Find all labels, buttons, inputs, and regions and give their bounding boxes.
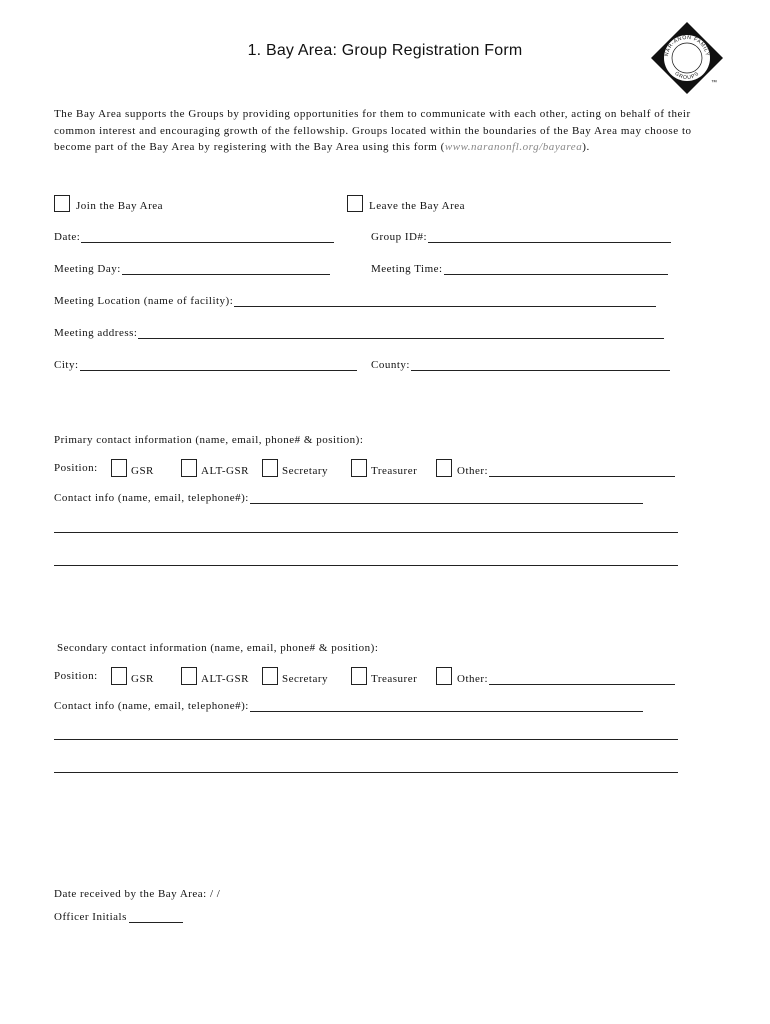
meeting-time-input-line[interactable] — [444, 262, 668, 275]
group-id-input-line[interactable] — [428, 230, 671, 243]
group-id-field[interactable] — [371, 230, 671, 243]
county-label: County: — [371, 359, 410, 371]
join-option[interactable] — [54, 195, 163, 212]
intro-end: ). — [582, 141, 590, 153]
secondary-contact-info-field[interactable] — [54, 699, 643, 712]
meeting-time-field[interactable] — [371, 262, 668, 275]
logo-trademark: ™ — [711, 80, 717, 86]
county-input-line[interactable] — [411, 358, 670, 371]
primary-gsr-checkbox[interactable] — [111, 459, 127, 477]
date-label: Date: — [54, 231, 81, 243]
primary-contact-info-field[interactable] — [54, 491, 643, 504]
date-input-line[interactable] — [81, 230, 334, 243]
secondary-other-checkbox[interactable] — [436, 667, 452, 685]
primary-contact-extra-line-1[interactable] — [54, 532, 678, 533]
city-label: City: — [54, 359, 79, 371]
secondary-contact-info-input-line[interactable] — [250, 699, 643, 712]
meeting-time-label: Meeting Time: — [371, 263, 443, 275]
intro-url: www.naranonfl.org/bayarea — [444, 141, 583, 153]
secondary-contact-extra-line-1[interactable] — [54, 739, 678, 740]
secondary-position-label: Position: — [54, 670, 98, 682]
secondary-secretary-checkbox[interactable] — [262, 667, 278, 685]
primary-alt-gsr-checkbox[interactable] — [181, 459, 197, 477]
primary-alt-gsr-option[interactable] — [181, 459, 249, 477]
logo-text-top: NAR-ANON FAMILY — [664, 34, 710, 57]
leave-option[interactable] — [347, 195, 465, 212]
leave-label: Leave the Bay Area — [369, 200, 466, 212]
county-field[interactable] — [371, 358, 670, 371]
primary-alt-gsr-label: ALT-GSR — [201, 465, 249, 477]
intro-text: The Bay Area supports the Groups by providing opportunities for them to communicate with each other, acting on behalf of their common interest and encouraging growth of the fellowship. Groups located within the boundaries of the Bay Area may choose to become part of the Bay Area by registering with the Bay Area using this form ( — [54, 108, 692, 153]
secondary-other-label: Other: — [457, 673, 489, 685]
meeting-day-input-line[interactable] — [122, 262, 330, 275]
primary-other-input-line[interactable] — [489, 464, 675, 477]
primary-gsr-label: GSR — [131, 465, 154, 477]
officer-initials-field[interactable] — [54, 910, 183, 923]
secondary-alt-gsr-label: ALT-GSR — [201, 673, 249, 685]
secondary-gsr-label: GSR — [131, 673, 154, 685]
secondary-alt-gsr-checkbox[interactable] — [181, 667, 197, 685]
officer-initials-label: Officer Initials — [54, 911, 127, 923]
secondary-secretary-label: Secretary — [282, 673, 329, 685]
secondary-gsr-option[interactable] — [111, 667, 154, 685]
secondary-contact-extra-line-2[interactable] — [54, 772, 678, 773]
primary-gsr-option[interactable] — [111, 459, 154, 477]
primary-contact-extra-line-2[interactable] — [54, 565, 678, 566]
meeting-location-field[interactable] — [54, 294, 656, 307]
secondary-other-option[interactable] — [436, 667, 675, 685]
secondary-treasurer-checkbox[interactable] — [351, 667, 367, 685]
secondary-treasurer-option[interactable] — [351, 667, 417, 685]
meeting-address-label: Meeting address: — [54, 327, 138, 339]
leave-checkbox[interactable] — [347, 195, 363, 212]
group-id-label: Group ID#: — [371, 231, 428, 243]
city-input-line[interactable] — [80, 358, 357, 371]
secondary-alt-gsr-option[interactable] — [181, 667, 249, 685]
secondary-secretary-option[interactable] — [262, 667, 328, 685]
form-title: 1. Bay Area: Group Registration Form — [247, 42, 523, 59]
meeting-address-field[interactable] — [54, 326, 664, 339]
primary-contact-info-input-line[interactable] — [250, 491, 643, 504]
primary-contact-heading: Primary contact information (name, email, phone# & position): — [54, 434, 364, 446]
join-label: Join the Bay Area — [76, 200, 164, 212]
primary-other-label: Other: — [457, 465, 489, 477]
logo-text-bottom: GROUPS — [673, 70, 701, 82]
secondary-treasurer-label: Treasurer — [371, 673, 418, 685]
primary-treasurer-checkbox[interactable] — [351, 459, 367, 477]
primary-other-checkbox[interactable] — [436, 459, 452, 477]
primary-secretary-checkbox[interactable] — [262, 459, 278, 477]
meeting-day-label: Meeting Day: — [54, 263, 121, 275]
meeting-address-input-line[interactable] — [138, 326, 664, 339]
secondary-gsr-checkbox[interactable] — [111, 667, 127, 685]
city-field[interactable] — [54, 358, 357, 371]
intro-paragraph — [54, 106, 714, 156]
officer-initials-input-line[interactable] — [129, 910, 183, 923]
primary-secretary-label: Secretary — [282, 465, 329, 477]
primary-secretary-option[interactable] — [262, 459, 328, 477]
primary-position-label: Position: — [54, 462, 98, 474]
join-checkbox[interactable] — [54, 195, 70, 212]
secondary-other-input-line[interactable] — [489, 672, 675, 685]
primary-treasurer-option[interactable] — [351, 459, 417, 477]
primary-contact-info-label: Contact info (name, email, telephone#): — [54, 492, 249, 504]
date-received-label: Date received by the Bay Area: / / — [54, 888, 221, 900]
meeting-location-input-line[interactable] — [234, 294, 656, 307]
secondary-contact-heading: Secondary contact information (name, email, phone# & position): — [57, 642, 379, 654]
primary-treasurer-label: Treasurer — [371, 465, 418, 477]
secondary-contact-info-label: Contact info (name, email, telephone#): — [54, 700, 249, 712]
date-field[interactable] — [54, 230, 334, 243]
primary-other-option[interactable] — [436, 459, 675, 477]
meeting-location-label: Meeting Location (name of facility): — [54, 295, 234, 307]
meeting-day-field[interactable] — [54, 262, 330, 275]
